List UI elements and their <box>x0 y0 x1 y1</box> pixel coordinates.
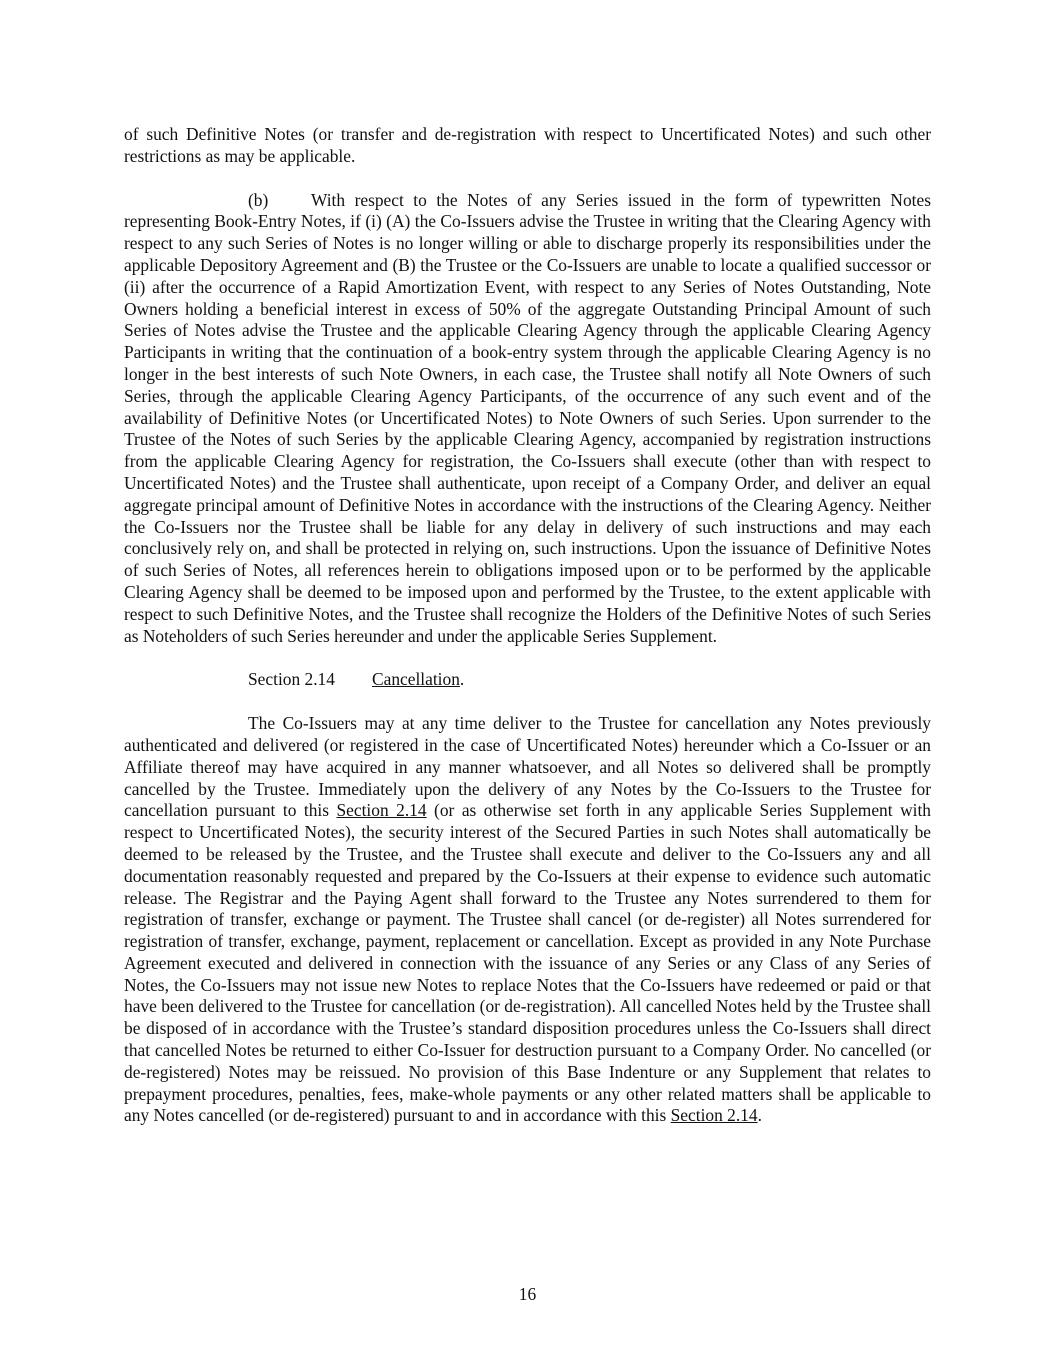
continuation-paragraph: of such Definitive Notes (or transfer and de-registration with respect to Uncertificated Notes) and such other restrictions as may be applicable. <box>124 124 931 166</box>
section-heading <box>124 669 931 691</box>
paragraph-b-label: (b) <box>248 189 269 210</box>
section-title-period: . <box>459 669 465 690</box>
paragraph-b <box>124 190 931 648</box>
page-number: 16 <box>518 1284 537 1304</box>
cancellation-text-part1: The Co-Issuers may at any time deliver to the Trustee for cancellation any Notes previously authenticated and delivered (or registered in the case of Uncertificated Notes) hereunder which a Co-Issuer or an Affiliate thereof may have acquired in any manner whatsoever, and all Notes so delivered shall be promptly cancelled by the Trustee. Immediately upon the delivery of any Notes by the Co-Issuers to the Trustee for cancellation pursuant to this <box>124 713 931 821</box>
section-reference-link[interactable]: Section 2.14 <box>336 800 427 821</box>
cancellation-text-part2: (or as otherwise set forth in any applicable Series Supplement with respect to Uncertificated Notes), the security interest of the Secured Parties in such Notes shall automatically be deemed to be released by the Trustee, and the Trustee shall execute and deliver to the Co-Issuers any and all documentation reasonably requested and prepared by the Co-Issuers at their expense to evidence such automatic release. The Registrar and the Paying Agent shall forward to the Trustee any Notes surrendered to them for registration of transfer, exchange or payment. The Trustee shall cancel (or de-register) all Notes surrendered for registration of transfer, exchange, payment, replacement or cancellation. Except as provided in any Note Purchase Agreement executed and delivered in connection with the issuance of any Series or any Class of any Series of Notes, the Co-Issuers may not issue new Notes to replace Notes that the Co-Issuers have redeemed or paid or that have been delivered to the Trustee for cancellation (or de-registration). All cancelled Notes held by the Trustee shall be disposed of in accordance with the Trustee’s standard disposition procedures unless the Co-Issuers shall direct that cancelled Notes be returned to either Co-Issuer for destruction pursuant to a Company Order. No cancelled (or de-registered) Notes may be reissued. No provision of this Base Indenture or any Supplement that relates to prepayment procedures, penalties, fees, make-whole payments or any other related matters shall be applicable to any Notes cancelled (or de-registered) pursuant to and in accordance with this <box>124 800 931 1126</box>
paragraph-spacer <box>124 691 931 713</box>
section-title: Cancellation <box>372 669 460 690</box>
section-reference-link[interactable]: Section 2.14 <box>670 1105 758 1126</box>
paragraph-spacer <box>124 647 931 669</box>
document-body <box>124 124 931 1127</box>
section-number: Section 2.14 <box>248 669 335 690</box>
paragraph-spacer <box>124 168 931 190</box>
cancellation-paragraph <box>124 713 931 1127</box>
cancellation-text-part3: . <box>757 1105 762 1126</box>
paragraph-b-text: With respect to the Notes of any Series issued in the form of typewritten Notes representing Book-Entry Notes, if (i) (A) the Co-Issuers advise the Trustee in writing that the Clearing Agency with respect to any such Series of Notes is no longer willing or able to discharge properly its responsibilities under the applicable Depository Agreement and (B) the Trustee or the Co-Issuers are unable to locate a qualified successor or (ii) after the occurrence of a Rapid Amortization Event, with respect to any Series of Notes Outstanding, Note Owners holding a beneficial interest in excess of 50% of the aggregate Outstanding Principal Amount of such Series of Notes advise the Trustee and the applicable Clearing Agency through the applicable Clearing Agency Participants in writing that the continuation of a book-entry system through the applicable Clearing Agency is no longer in the best interests of such Note Owners, in each case, the Trustee shall notify all Note Owners of such Series, through the applicable Clearing Agency Participants, of the occurrence of any such event and of the availability of Definitive Notes (or Uncertificated Notes) to Note Owners of such Series. Upon surrender to the Trustee of the Notes of such Series by the applicable Clearing Agency, accompanied by registration instructions from the applicable Clearing Agency for registration, the Co-Issuers shall execute (other than with respect to Uncertificated Notes) and the Trustee shall authenticate, upon receipt of a Company Order, and deliver an equal aggregate principal amount of Definitive Notes in accordance with the instructions of the Clearing Agency. Neither the Co-Issuers nor the Trustee shall be liable for any delay in delivery of such instructions and may each conclusively rely on, and shall be protected in relying on, such instructions. Upon the issuance of Definitive Notes of such Series of Notes, all references herein to obligations imposed upon or to be performed by the applicable Clearing Agency shall be deemed to be imposed upon and performed by the Trustee, to the extent applicable with respect to such Definitive Notes, and the Trustee shall recognize the Holders of the Definitive Notes of such Series as Noteholders of such Series hereunder and under the applicable Series Supplement. <box>124 189 931 646</box>
